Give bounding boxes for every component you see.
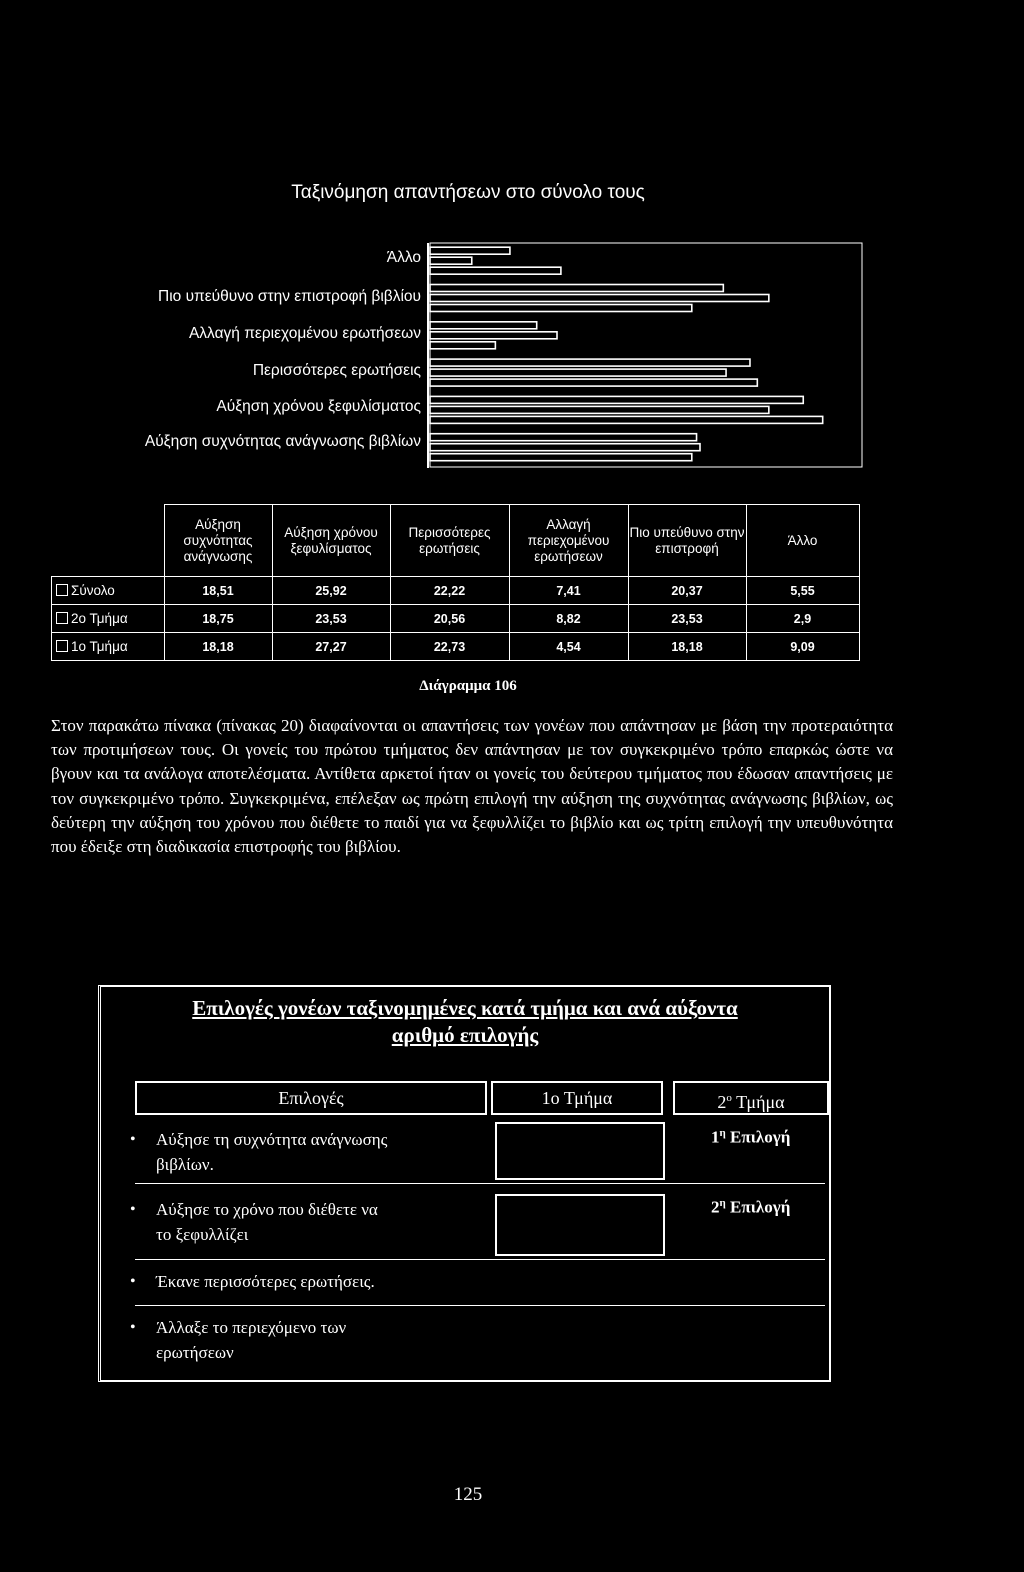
table-cell: 18,18 [164,633,272,661]
option-item: • Αύξησε τη συχνότητα ανάγνωσης βιβλίων. [156,1127,387,1177]
table-cell: 20,56 [390,605,509,633]
bar-2ο Τμήμα [430,295,769,302]
table-row [52,605,860,633]
table-cell: 5,55 [746,577,859,605]
row-divider [135,1183,825,1184]
table-cell: 22,22 [390,577,509,605]
bullet-icon: • [130,1201,136,1218]
option-item: • Έκανε περισσότερες ερωτήσεις. [156,1269,375,1294]
category-labels [145,249,421,450]
table-header: Αλλαγή περιεχομένου ερωτήσεων [509,505,628,577]
data-table [51,504,860,661]
page-number: 125 [453,1484,483,1505]
table-cell: 23,53 [628,605,746,633]
box-title: Επιλογές γονέων ταξινομημένες κατά τμήμα και ανά αύξοντα αριθμό επιλογής [192,996,738,1047]
bar-chart [0,0,1024,480]
header-dept1: 1ο Τμήμα [491,1081,663,1115]
rank-first: $1^\eta$ Επιλογή [711,1127,791,1147]
legend-square-icon [56,612,68,624]
bar-Σύνολο [430,322,537,329]
legend-square-icon [56,640,68,652]
table-cell: 22,73 [390,633,509,661]
bar-2ο Τμήμα [430,369,726,376]
header-dept2: $2^o$ Τμήμα [673,1081,829,1115]
table-cell: 20,37 [628,577,746,605]
bar-2ο Τμήμα [430,257,472,264]
header-options: Επιλογές [135,1081,487,1115]
figure-caption: Διάγραμμα 106 [419,678,517,694]
row-divider [135,1259,825,1260]
row-label: 2ο Τμήμα [52,605,165,633]
table-header: Περισσότερες ερωτήσεις [390,505,509,577]
table-cell: 18,75 [164,605,272,633]
category-label: Αλλαγή περιεχομένου ερωτήσεων [188,325,421,342]
rank-second: $2^\eta$ Επιλογή [711,1197,791,1217]
bar-Σύνολο [430,247,510,254]
option-item: • Αύξησε το χρόνο που διέθετε να το ξεφυλλίζει [156,1197,378,1247]
table-corner [52,505,165,577]
bar-Σύνολο [430,285,723,292]
body-paragraph: Στον παρακάτω πίνακα (πίνακας 20) διαφαίνονται οι απαντήσεις των γονέων που απάντησαν με βάση την προτεραιότητα των προτιμήσεων τους. Οι γονείς του πρώτου τμήματος δεν απάντησαν με τον συγκεκριμένο τρόπο επαρκώς ώστε να βγουν και τα ανάλογα αποτελέσματα. Αντίθετα αρκετοί ήταν οι γονείς του δεύτερου τμήματος που έδωσαν απαντήσεις με τον συγκεκριμένο τρόπο. Συγκεκριμένα, επέλεξαν ως πρώτη επιλογή την αύξηση της συχνότητας ανάγνωσης βιβλίων, ως δεύτερη την αύξηση του χρόνου που διέθετε το παιδί για να ξεφυλλίζει το βιβλίο και ως τρίτη επιλογή την υπευθυνότητα που έδειξε στη διαδικασία επιστροφής του βιβλίου. [51,716,893,857]
table-row [52,577,860,605]
bar-1ο Τμήμα [430,267,561,274]
bar-Σύνολο [430,434,697,441]
bar-1ο Τμήμα [430,416,823,423]
table-cell: 4,54 [509,633,628,661]
table-cell: 9,09 [746,633,859,661]
row-label: Σύνολο [52,577,165,605]
row-divider [135,1305,825,1306]
row-label: 1ο Τμήμα [52,633,165,661]
table-cell: 18,18 [628,633,746,661]
bar-Σύνολο [430,359,750,366]
bar-Σύνολο [430,396,803,403]
bar-1ο Τμήμα [430,379,757,386]
category-label: Περισσότερες ερωτήσεις [252,362,421,379]
bar-1ο Τμήμα [430,454,692,461]
table-header: Πιο υπεύθυνο στην επιστροφή [628,505,746,577]
category-label: Άλλο [386,249,421,266]
category-label: Αύξηση χρόνου ξεφυλίσματος [216,398,421,415]
table-header: Αύξηση χρόνου ξεφυλίσματος [272,505,390,577]
table-cell: 18,51 [164,577,272,605]
bar-2ο Τμήμα [430,332,557,339]
legend-square-icon [56,584,68,596]
bar-1ο Τμήμα [430,305,692,312]
bars-group [430,247,823,461]
table-cell: 2,9 [746,605,859,633]
table-cell: 25,92 [272,577,390,605]
bar-1ο Τμήμα [430,342,495,349]
table-cell: 23,53 [272,605,390,633]
dept1-cell-empty [495,1122,665,1180]
table-row [52,633,860,661]
bullet-icon: • [130,1131,136,1148]
table-cell: 8,82 [509,605,628,633]
option-item: • Άλλαξε το περιεχόμενο των ερωτήσεων [156,1315,346,1365]
dept1-cell-empty [495,1194,665,1256]
table-header: Άλλο [746,505,859,577]
table-cell: 7,41 [509,577,628,605]
table-cell: 27,27 [272,633,390,661]
bar-2ο Τμήμα [430,444,700,451]
category-label: Πιο υπεύθυνο στην επιστροφή βιβλίου [158,288,421,305]
bullet-icon: • [130,1319,136,1336]
choices-table-box [98,985,831,1382]
table-header: Αύξηση συχνότητας ανάγνωσης [164,505,272,577]
bullet-icon: • [130,1273,136,1290]
bar-2ο Τμήμα [430,406,769,413]
category-label: Αύξηση συχνότητας ανάγνωσης βιβλίων [144,433,421,450]
chart-title: Ταξινόμηση απαντήσεων στο σύνολο τους [291,182,645,203]
